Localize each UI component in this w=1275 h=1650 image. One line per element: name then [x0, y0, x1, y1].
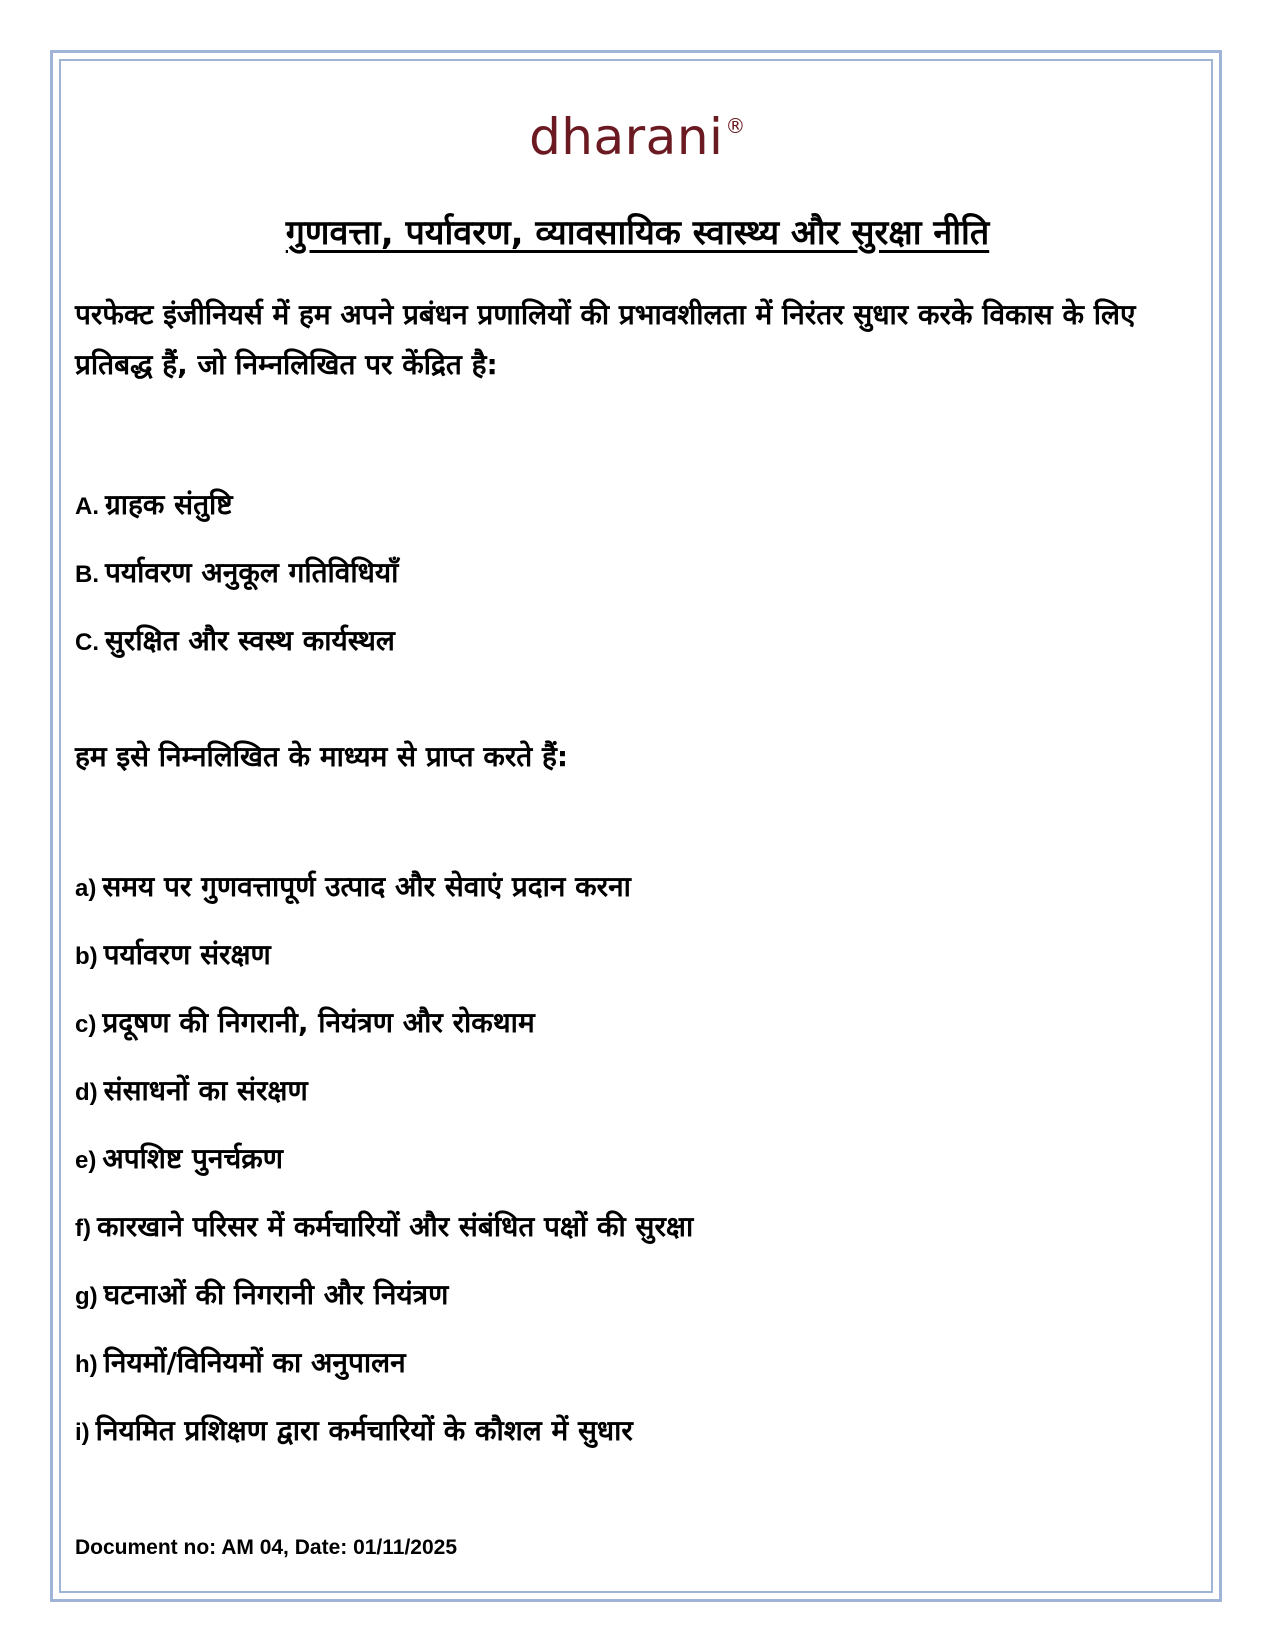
list-item-text: घटनाओं की निगरानी और नियंत्रण	[103, 1278, 449, 1311]
document-number: Document no: AM 04, Date: 01/11/2025	[75, 1536, 458, 1559]
list-item-text: पर्यावरण संरक्षण	[103, 938, 271, 971]
list-item	[75, 990, 1210, 1058]
list-marker: e)	[75, 1147, 97, 1174]
list-item-text: समय पर गुणवत्तापूर्ण उत्पाद और सेवाएं प्रदान करना	[102, 870, 631, 903]
logo-text: dharani	[529, 108, 724, 166]
list-item	[75, 540, 1210, 608]
list-marker: C.	[75, 629, 99, 656]
list-item	[75, 1058, 1210, 1126]
via-heading: हम इसे निम्नलिखित के माध्यम से प्राप्त करते हैं:	[75, 740, 569, 773]
list-item	[75, 922, 1210, 990]
list-item	[75, 1398, 1210, 1466]
list-item-text: ग्राहक संतुष्टि	[105, 488, 233, 521]
focus-list	[75, 472, 1210, 676]
list-marker: f)	[75, 1215, 91, 1242]
list-marker: d)	[75, 1079, 98, 1106]
list-marker: c)	[75, 1011, 97, 1038]
list-marker: A.	[75, 493, 99, 520]
list-item-text: संसाधनों का संरक्षण	[103, 1074, 308, 1107]
list-item-text: अपशिष्ट पुनर्चक्रण	[102, 1142, 284, 1175]
actions-list	[75, 854, 1210, 1466]
intro-paragraph: परफेक्ट इंजीनियर्स में हम अपने प्रबंधन प्रणालियों की प्रभावशीलता में निरंतर सुधार करके विकास के लिए प्रतिबद्ध हैं, जो निम्नलिखित पर केंद्रित है:	[75, 298, 1136, 381]
list-item	[75, 854, 1210, 922]
list-marker: b)	[75, 943, 98, 970]
policy-title: गुणवत्ता, पर्यावरण, व्यावसायिक स्वास्थ्य और सुरक्षा नीति	[285, 213, 990, 253]
list-item-text: नियमित प्रशिक्षण द्वारा कर्मचारियों के कौशल में सुधार	[95, 1414, 633, 1447]
list-marker: g)	[75, 1283, 98, 1310]
list-item-text: कारखाने परिसर में कर्मचारियों और संबंधित पक्षों की सुरक्षा	[96, 1210, 694, 1243]
list-item-text: नियमों/विनियमों का अनुपालन	[103, 1346, 406, 1379]
policy-body	[75, 290, 1210, 1466]
list-item	[75, 1126, 1210, 1194]
list-item	[75, 472, 1210, 540]
list-marker: B.	[75, 561, 99, 588]
list-marker: i)	[75, 1419, 90, 1446]
list-item-text: पर्यावरण अनुकूल गतिविधियाँ	[105, 556, 399, 589]
list-item	[75, 1194, 1210, 1262]
registered-mark: ®	[725, 114, 746, 138]
list-item-text: सुरक्षित और स्वस्थ कार्यस्थल	[105, 624, 395, 657]
list-marker: a)	[75, 875, 97, 902]
list-item-text: प्रदूषण की निगरानी, नियंत्रण और रोकथाम	[102, 1006, 535, 1039]
list-item	[75, 608, 1210, 676]
list-item	[75, 1330, 1210, 1398]
company-logo	[0, 108, 1275, 166]
list-marker: h)	[75, 1351, 98, 1378]
list-item	[75, 1262, 1210, 1330]
